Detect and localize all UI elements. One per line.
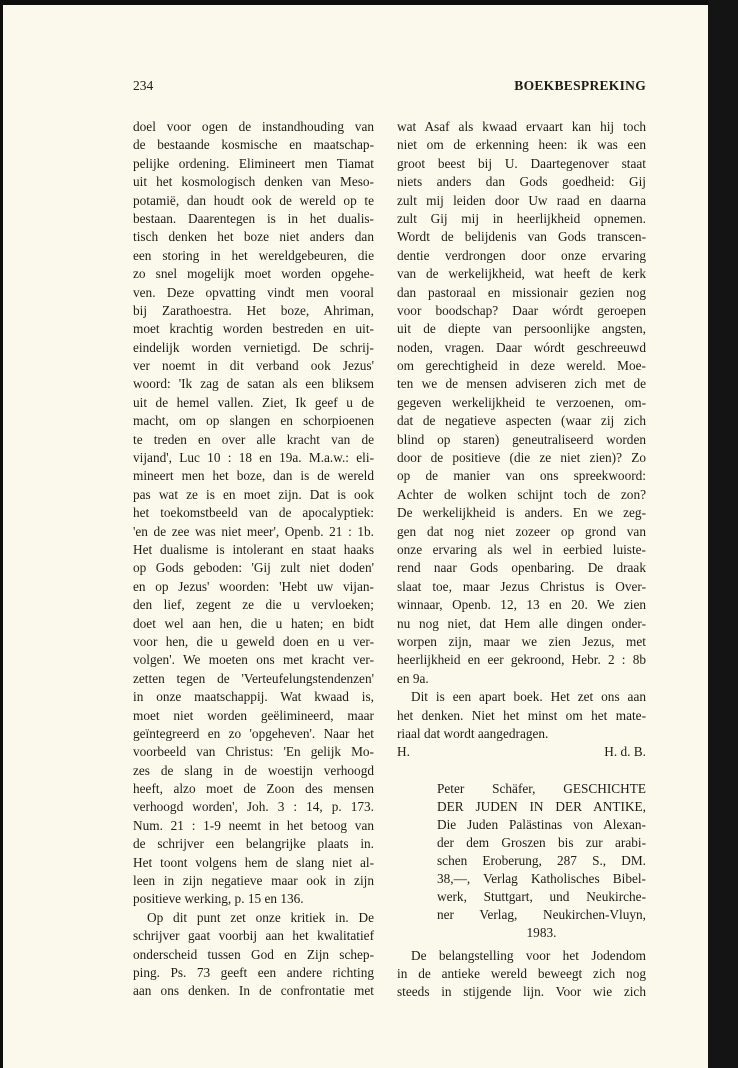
text-line: te treden en over alle kracht van de (133, 431, 374, 447)
text-line: in onze maatschappij. Wat kwaad is, (133, 689, 374, 705)
book-reference (437, 780, 646, 943)
text-line: rend naar Gods openbaring. De draak (397, 560, 646, 576)
text-line: uit de hemel vallen. Ziet, Ik geef u de (133, 394, 374, 410)
reference-line: schen Eroberung, 287 S., DM. (437, 853, 646, 869)
text-line: ping. Ps. 73 geeft een andere richting (133, 964, 374, 980)
text-line: dan pastoraal en missionair gezien nog (397, 284, 646, 300)
text-line: het toekomstbeeld van de apocalyptiek: (133, 505, 374, 521)
text-line: blind op staren) geneutraliseerd worden (397, 431, 646, 447)
text-line: het denken. Niet het minst om het mate- (397, 707, 646, 723)
text-line: riaal dat wordt aangedragen. (397, 725, 549, 741)
text-line: moet krachtig worden bestreden en uit- (133, 321, 374, 337)
right-column (397, 118, 646, 1002)
text-line: dat de negatieve aspecten (waar zij zich (397, 413, 646, 429)
text-line: doel voor ogen de instandhouding van (133, 119, 374, 134)
text-line: tisch denken het boze niet anders dan (133, 229, 374, 245)
text-line: doet wel aan hen, die u haten; en bidt (133, 615, 374, 631)
scan-border-top (0, 0, 738, 5)
text-line: niet om de erkenning heen: ik was een (397, 137, 646, 153)
signature-left: H. (397, 744, 410, 760)
text-line: ver noemt in dit verband ook Jezus' (133, 358, 374, 374)
text-line: in de antieke wereld beweegt zich nog (397, 965, 646, 981)
review-signature (397, 743, 646, 761)
text-line: positieve werking, p. 15 en 136. (133, 891, 304, 907)
text-line: gen dat nog niet zozeer op grond van (397, 523, 646, 539)
text-line: potamië, dan houdt ook de wereld op te (133, 192, 374, 208)
text-line: niets anders dan Gods goedheid: Gij (397, 174, 646, 190)
text-line: onderscheid tussen God en Zijn schep- (133, 946, 374, 962)
text-line: leen in zijn negatieve maar ook in zijn (133, 873, 374, 889)
text-line: mineert men het boze, dan is de wereld (133, 468, 374, 484)
reference-line: ner Verlag, Neukirchen-Vluyn, (437, 907, 646, 923)
text-line: ten we de mensen adviseren zich met de (397, 376, 646, 392)
text-line: zult Gij mij in heerlijkheid opnemen. (397, 210, 646, 226)
text-line: winnaar, Openb. 12, 13 en 20. We zien (397, 597, 646, 613)
scan-border-left (0, 0, 3, 1068)
text-line: Het dualisme is intolerant en staat haaks (133, 541, 374, 557)
scan-border-right (708, 0, 738, 1068)
page-header (133, 78, 646, 98)
text-line: macht, om op slangen en schorpioenen (133, 413, 374, 429)
reference-line: werk, Stuttgart, und Neukirche- (437, 889, 646, 905)
text-line: heerlijkheid en eer gekroond, Hebr. 2 : 8b (397, 652, 646, 668)
text-line: zetten tegen de 'Verteufelungstendenzen' (133, 670, 374, 686)
text-line: ven. Deze opvatting vindt men vooral (133, 284, 374, 300)
text-line: geïntegreerd en zo 'opgeheven'. Naar het (133, 725, 374, 741)
text-line: dentie verdrongen door onze ervaring (397, 247, 646, 263)
text-line: op de manier van ons spreekwoord: (397, 468, 646, 484)
text-line: zes de slang in de woestijn verhoogd (133, 762, 374, 778)
text-line: Op dit punt zet onze kritiek in. De (147, 909, 374, 925)
text-line: schrijver gaat voorbij aan het kwalitatief (133, 928, 374, 944)
page-number: 234 (133, 78, 154, 93)
text-line: noden, vragen. Daar wórdt geschreeuwd (397, 339, 646, 355)
text-line: wat Asaf als kwaad ervaart kan hij toch (397, 119, 646, 134)
text-line: en 9a. (397, 670, 429, 686)
text-line: bij Zarathoestra. Het boze, Ahriman, (133, 302, 374, 318)
text-line: 'en de zee was niet meer', Openb. 21 : 1b. (133, 523, 374, 539)
text-line: De belangstelling voor het Jodendom (411, 947, 646, 963)
text-line: op Gods geboden: 'Gij zult niet doden' (133, 560, 374, 576)
left-column (133, 118, 374, 1001)
text-line: steeds in stijgende lijn. Voor wie zich (397, 984, 646, 1000)
text-line: Het toont volgens hem de slang niet al- (133, 854, 374, 870)
signature-right: H. d. B. (604, 744, 646, 760)
text-line: zult mij leiden door Uw raad en daarna (397, 192, 646, 208)
text-line: pelijke ordening. Elimineert men Tiamat (133, 155, 374, 171)
text-line: woord: 'Ik zag de satan als een bliksem (133, 376, 374, 392)
text-line: pas wat ze is en moet zijn. Dat is ook (133, 486, 374, 502)
text-line: groot beest bij U. Daartegenover staat (397, 155, 646, 171)
text-line: eindelijk worden vernietigd. De schrij- (133, 339, 374, 355)
reference-line: der dem Groszen bis zur arabi- (437, 834, 646, 850)
text-line: Achter de wolken schijnt toch de zon? (397, 486, 646, 502)
text-line: verhoogd worden', Joh. 3 : 14, p. 173. (133, 799, 374, 815)
text-line: nu nog niet, dat Hem alle dingen onder- (397, 615, 646, 631)
text-line: gegeven werkelijkheid te verzoenen, om- (397, 394, 646, 410)
text-line: van de werkelijkheid, wat heeft de kerk (397, 266, 646, 282)
text-line: De werkelijkheid is anders. En we zeg- (397, 505, 646, 521)
text-line: Num. 21 : 1-9 neemt in het betoog van (133, 817, 374, 833)
text-line: zo snel mogelijk moet worden opgehe- (133, 266, 374, 282)
text-line: om gerechtigheid in deze wereld. Moe- (397, 358, 646, 374)
text-line: en op Jezus' woorden: 'Hebt uw vijan- (133, 578, 374, 594)
text-line: voorbeeld van Christus: 'En gelijk Mo- (133, 744, 374, 760)
text-line: onze ervaring als wel in eerbied luiste- (397, 541, 646, 557)
text-line: uit het kosmologisch denken van Meso- (133, 174, 374, 190)
reference-line: 38,—, Verlag Katholisches Bibel- (437, 871, 646, 887)
reference-line: 1983. (526, 925, 557, 941)
text-line: een storing in het wereldgebeuren, die (133, 247, 374, 263)
text-line: aan ons denken. In de confrontatie met (133, 983, 374, 999)
text-line: voor boodschap? Daar wórdt geroepen (397, 302, 646, 318)
text-line: moet niet worden geëlimineerd, maar (133, 707, 374, 723)
text-line: volgen'. We moeten ons met kracht ver- (133, 652, 374, 668)
text-line: door de positieve (die ze niet zien)? Zo (397, 450, 646, 466)
reference-line: DER JUDEN IN DER ANTIKE, (437, 798, 646, 814)
text-line: Wordt de belijdenis van Gods transcen- (397, 229, 646, 245)
text-line: bestaan. Daarentegen is in het dualis- (133, 210, 374, 226)
reference-line: Peter Schäfer, GESCHICHTE (437, 780, 646, 796)
text-line: heeft, alzo moet de Zoon des mensen (133, 781, 374, 797)
text-line: Dit is een apart boek. Het zet ons aan (411, 689, 646, 705)
text-line: vijand', Luc 10 : 18 en 19a. M.a.w.: eli- (133, 450, 374, 466)
text-line: uit de diepte van persoonlijke angsten, (397, 321, 646, 337)
text-line: slaat toe, maar Jezus Christus is Over- (397, 578, 646, 594)
text-line: worpen zijn, maar we zien Jezus, met (397, 633, 646, 649)
text-line: voor hen, die u geweld doen en u ver- (133, 633, 374, 649)
text-line: den lief, zegent ze die u vervloeken; (133, 597, 374, 613)
reference-line: Die Juden Palästinas von Alexan- (437, 816, 646, 832)
running-head: BOEKBESPREKING (514, 78, 646, 93)
text-line: de schrijver een belangrijke plaats in. (133, 836, 374, 852)
text-line: de bestaande kosmische en maatschap- (133, 137, 374, 153)
